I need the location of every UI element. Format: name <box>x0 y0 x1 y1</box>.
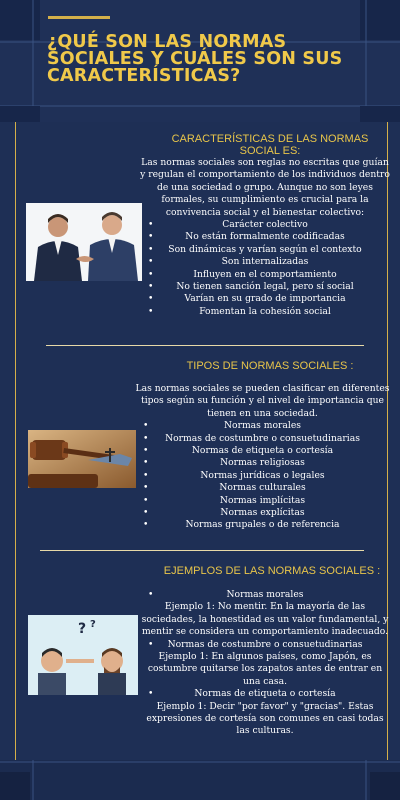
list-item: • Normas implícitas <box>135 495 390 507</box>
section-divider <box>40 550 364 551</box>
section-ejemplos-body <box>140 589 390 738</box>
list-item: • Son dinámicas y varían según el contexto <box>140 244 390 256</box>
business-handshake-illustration <box>26 203 142 281</box>
section-tipos-intro: Las normas sociales se pueden clasificar en diferentes tipos según su función y el nivel de importancia que tienen en una sociedad. <box>135 383 390 419</box>
list-item: • Normas jurídicas o legales <box>135 470 390 482</box>
caracteristicas-list <box>140 219 390 318</box>
list-item: • Son internalizadas <box>140 256 390 268</box>
section-heading-tipos: TIPOS DE NORMAS SOCIALES : <box>186 360 354 372</box>
gavel-illustration <box>28 430 136 488</box>
list-item: • Normas de costumbre o consuetudinarias <box>135 433 390 445</box>
list-item: • Normas grupales o de referencia <box>135 519 390 531</box>
header <box>0 0 400 122</box>
list-item: • Influyen en el comportamiento <box>140 269 390 281</box>
footer-grid-decoration <box>0 760 400 800</box>
confused-men-illustration <box>28 615 138 695</box>
tipos-list <box>135 420 390 532</box>
list-item: • Fomentan la cohesión social <box>140 306 390 318</box>
example-text: Ejemplo 1: En algunos países, como Japón, es costumbre quitarse los zapatos antes de entrar en una casa. <box>147 651 383 687</box>
example-label: • Normas de etiqueta o cortesía <box>140 688 390 700</box>
list-item: • Normas religiosas <box>135 457 390 469</box>
list-item: • No tienen sanción legal, pero sí social <box>140 281 390 293</box>
ejemplos-list <box>140 688 390 700</box>
list-item: • Normas culturales <box>135 482 390 494</box>
example-label: • Normas de costumbre o consuetudinarias <box>140 639 390 651</box>
section-heading-caracteristicas: CARACTERÍSTICAS DE LAS NORMAS SOCIAL ES: <box>171 133 369 157</box>
section-caracteristicas-body <box>140 157 390 318</box>
page-title: ¿QUÉ SON LAS NORMAS SOCIALES Y CUÁLES SON SUS CARACTERÍSTICAS? <box>47 32 343 86</box>
example-text: Ejemplo 1: No mentir. En la mayoría de las sociedades, la honestidad es un valor fundamental, y mentir se considera un comportamiento inadecuado. <box>141 601 389 638</box>
section-divider <box>46 345 364 346</box>
section-tipos-body <box>135 383 390 532</box>
list-item: • No están formalmente codificadas <box>140 231 390 243</box>
example-text: Ejemplo 1: Decir "por favor" y "gracias". Estas expresiones de cortesía son comunes en casi todas las culturas. <box>146 700 384 737</box>
example-label: • Normas morales <box>140 589 390 601</box>
section-caracteristicas-intro: Las normas sociales son reglas no escritas que guían y regulan el comportamiento de los individuos dentro de una sociedad o grupo. Aunque no son leyes formales, su cumplimiento es crucial para la convivencia social y el bienestar colectivo: <box>140 157 390 218</box>
list-item: • Varían en su grado de importancia <box>140 293 390 305</box>
ejemplos-list <box>140 639 390 651</box>
list-item: • Normas explícitas <box>135 507 390 519</box>
ejemplos-list <box>140 589 390 601</box>
svg-text:?: ? <box>90 619 96 630</box>
list-item: • Normas morales <box>135 420 390 432</box>
section-heading-ejemplos: EJEMPLOS DE LAS NORMAS SOCIALES : <box>163 565 381 577</box>
list-item: • Carácter colectivo <box>140 219 390 231</box>
list-item: • Normas de etiqueta o cortesía <box>135 445 390 457</box>
svg-text:?: ? <box>78 621 87 637</box>
